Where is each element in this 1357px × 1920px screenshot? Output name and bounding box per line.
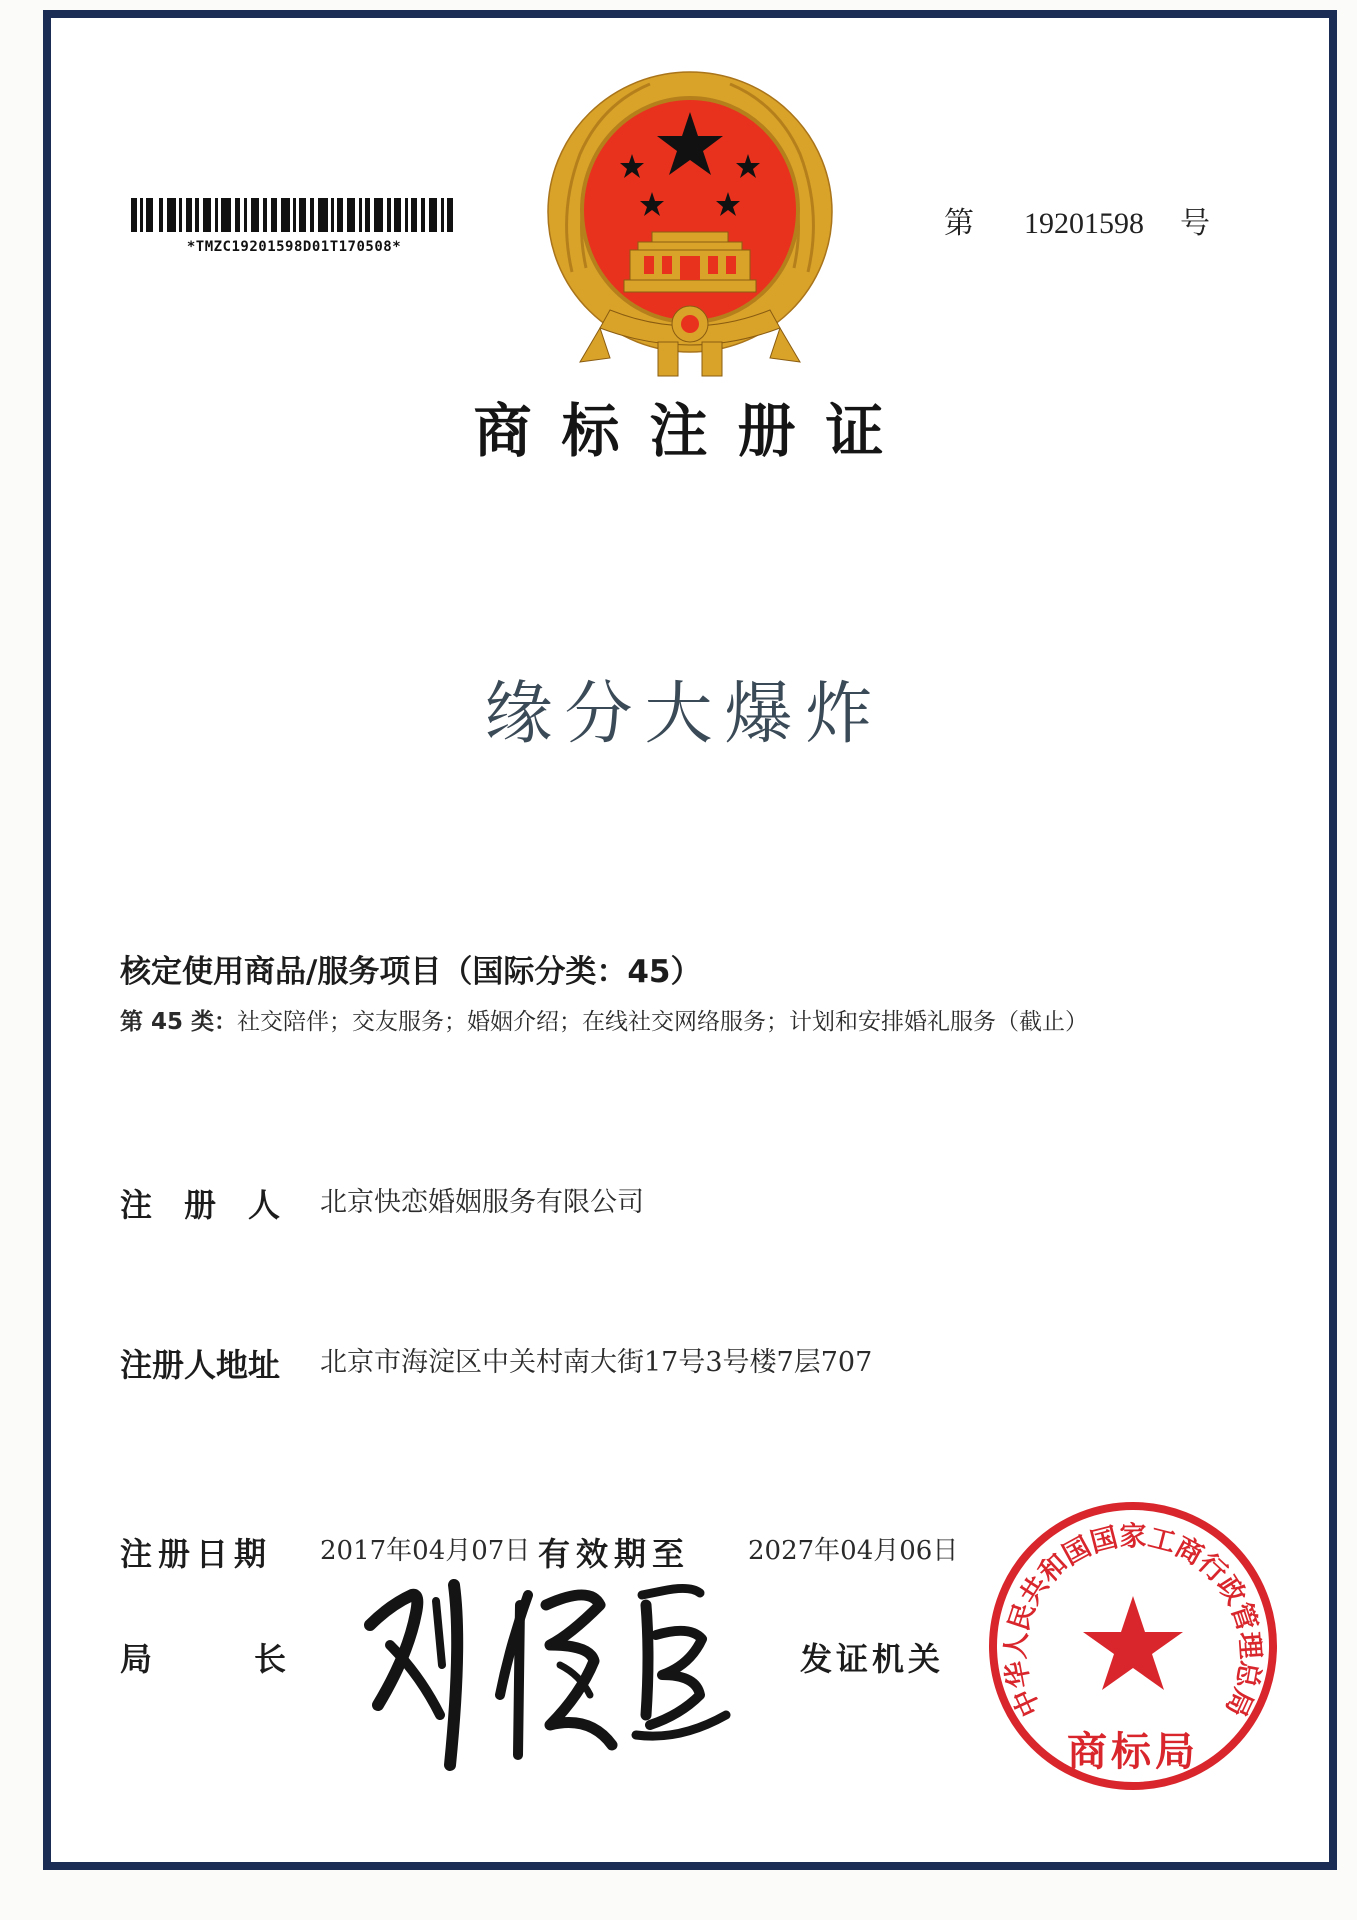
issuer-label: 发证机关: [800, 1640, 945, 1678]
address-label: 注册人地址: [120, 1346, 281, 1384]
goods-class-items: 社交陪伴；交友服务；婚姻介绍；在线社交网络服务；计划和安排婚礼服务（截止）: [237, 1009, 1089, 1035]
goods-heading: 核定使用商品/服务项目（国际分类：45）: [120, 954, 702, 990]
number-value: 19201598: [1024, 207, 1144, 240]
reg-date-value: 2017年04月07日: [320, 1536, 531, 1566]
certificate-title: 商标注册证: [473, 397, 914, 465]
number-prefix: 第: [944, 207, 974, 240]
barcode: [131, 198, 457, 238]
address-value: 北京市海淀区中关村南大街17号3号楼7层707: [320, 1347, 873, 1378]
director-label-2: 长: [254, 1640, 287, 1678]
national-emblem-icon: [540, 62, 840, 380]
registrant-value: 北京快恋婚姻服务有限公司: [320, 1187, 644, 1218]
goods-items: [120, 1003, 1088, 1036]
trademark-name: 缘分大爆炸: [484, 675, 885, 754]
director-label-1: 局: [120, 1640, 153, 1678]
seal-bureau-name: 商标局: [1067, 1729, 1199, 1775]
valid-until-label: 有效期至: [538, 1535, 691, 1573]
certificate-number: [944, 198, 1210, 242]
director-signature: [350, 1565, 750, 1775]
reg-date-label: 注册日期: [120, 1535, 273, 1573]
registrant-label: 注 册 人: [120, 1186, 281, 1224]
goods-class-label: 第 45 类：: [120, 1009, 238, 1035]
number-suffix: 号: [1180, 207, 1210, 240]
svg-text:中华人民共和国国家工商行政管理总局: 中华人民共和国国家工商行政管理总局: [1000, 1521, 1266, 1722]
barcode-number: *TMZC19201598D01T170508*: [186, 239, 402, 255]
valid-until-value: 2027年04月06日: [748, 1536, 959, 1566]
